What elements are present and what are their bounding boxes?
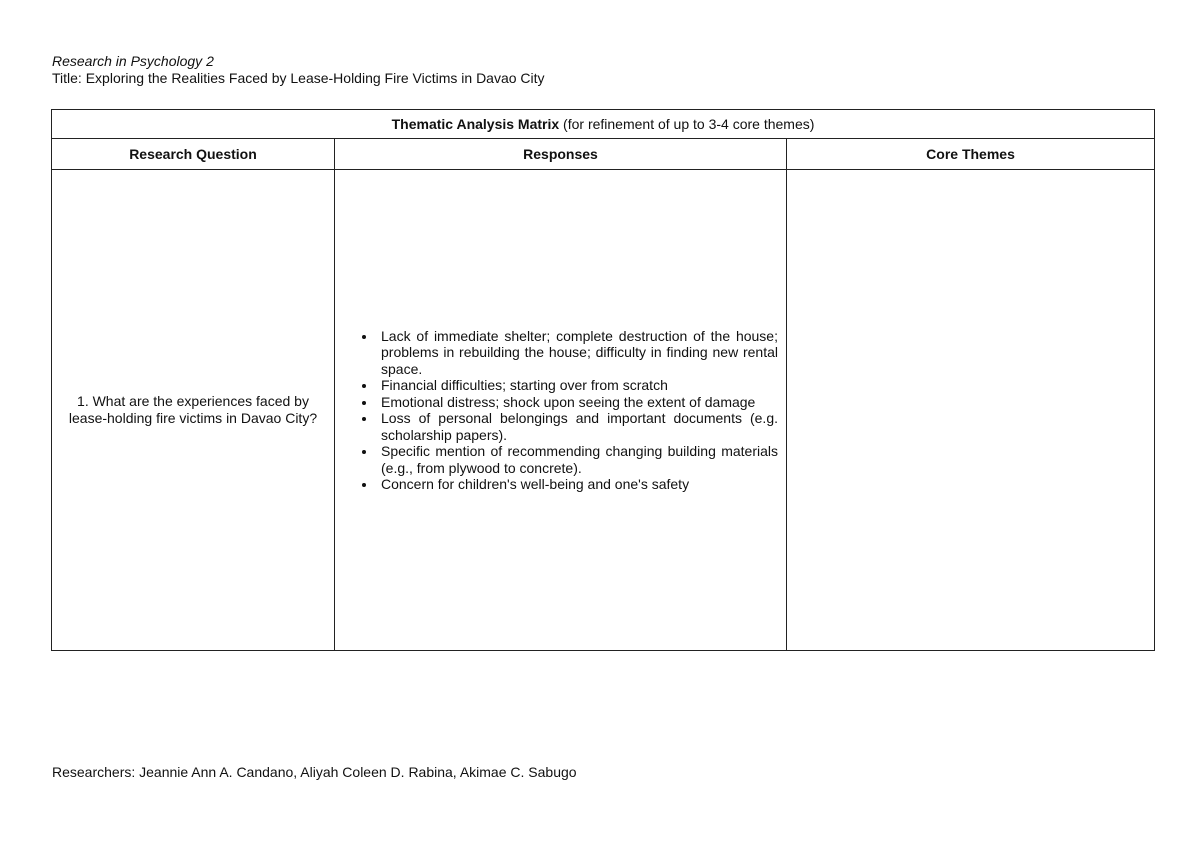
response-item: • Emotional distress; shock upon seeing the extent of damage xyxy=(377,394,778,411)
table-row xyxy=(52,170,1155,651)
response-item: • Concern for children's well-being and one's safety xyxy=(377,476,778,493)
response-item: • Specific mention of recommending changing building materials (e.g., from plywood to concrete). xyxy=(377,443,778,476)
researchers-line: Researchers: Jeannie Ann A. Candano, Aliyah Coleen D. Rabina, Akimae C. Sabugo xyxy=(52,764,577,780)
thematic-analysis-table xyxy=(51,109,1155,651)
document-header xyxy=(52,53,545,87)
core-themes-cell xyxy=(787,170,1155,651)
table-title-note: (for refinement of up to 3-4 core themes) xyxy=(559,116,815,132)
table-title-row xyxy=(52,110,1155,139)
research-question-cell: 1. What are the experiences faced by lease-holding fire victims in Davao City? xyxy=(52,170,335,651)
responses-cell xyxy=(335,170,787,651)
response-item: • Lack of immediate shelter; complete destruction of the house; problems in rebuilding the house; difficulty in finding new rental space. xyxy=(377,328,778,378)
course-name: Research in Psychology 2 xyxy=(52,53,214,69)
column-header-core-themes: Core Themes xyxy=(787,139,1155,170)
responses-list xyxy=(347,328,778,493)
column-header-research-question: Research Question xyxy=(52,139,335,170)
response-item: • Loss of personal belongings and important documents (e.g. scholarship papers). xyxy=(377,410,778,443)
response-item: • Financial difficulties; starting over from scratch xyxy=(377,377,778,394)
column-header-responses: Responses xyxy=(335,139,787,170)
table-header-row xyxy=(52,139,1155,170)
table-title: Thematic Analysis Matrix xyxy=(391,116,560,132)
table-title-cell xyxy=(52,110,1155,139)
document-title: Title: Exploring the Realities Faced by Lease-Holding Fire Victims in Davao City xyxy=(52,70,545,86)
